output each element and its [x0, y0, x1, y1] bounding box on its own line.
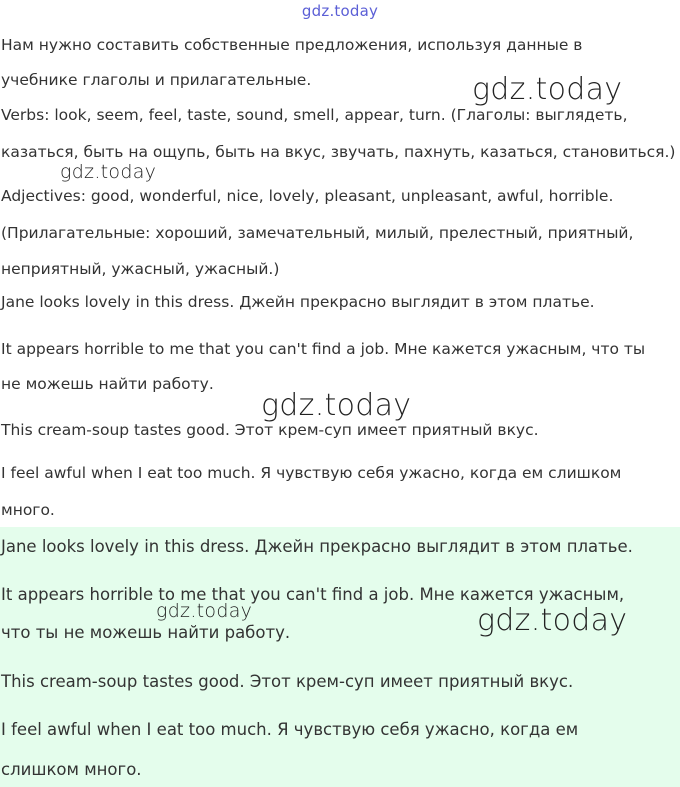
text-line: Нам нужно составить собственные предложения, используя данные в — [1, 36, 583, 54]
text-line: It appears horrible to me that you can't find a job. Мне кажется ужасным, что ты — [1, 340, 646, 358]
site-header-watermark: gdz.today — [301, 2, 379, 20]
text-line: много. — [1, 501, 55, 519]
watermark: gdz.today — [60, 161, 157, 183]
text-line: This cream-soup tastes good. Этот крем-суп имеет приятный вкус. — [1, 421, 539, 439]
answer-line: It appears horrible to me that you can't find a job. Мне кажется ужасным, — [1, 585, 625, 604]
answer-line: I feel awful when I eat too much. Я чувствую себя ужасно, когда ем — [1, 720, 579, 739]
answer-highlight — [0, 527, 680, 787]
text-line: Jane looks lovely in this dress. Джейн прекрасно выглядит в этом платье. — [1, 293, 595, 311]
text-line: Adjectives: good, wonderful, nice, lovely, pleasant, unpleasant, awful, horrible. — [1, 187, 614, 205]
answer-line: что ты не можешь найти работу. — [1, 623, 291, 642]
text-line: Verbs: look, seem, feel, taste, sound, smell, appear, turn. (Глаголы: выглядеть, — [1, 106, 628, 124]
answer-line: This cream-soup tastes good. Этот крем-суп имеет приятный вкус. — [1, 672, 574, 691]
text-line: I feel awful when I eat too much. Я чувствую себя ужасно, когда ем слишком — [1, 464, 622, 482]
watermark: gdz.today — [156, 600, 253, 622]
text-line: (Прилагательные: хороший, замечательный, милый, прелестный, приятный, — [1, 224, 634, 242]
answer-line: слишком много. — [1, 760, 142, 779]
answer-line: Jane looks lovely in this dress. Джейн прекрасно выглядит в этом платье. — [1, 537, 633, 556]
text-line: казаться, быть на ощупь, быть на вкус, звучать, пахнуть, казаться, становиться.) — [1, 143, 676, 161]
watermark: gdz.today — [477, 603, 628, 638]
watermark: gdz.today — [261, 388, 412, 423]
watermark: gdz.today — [472, 72, 623, 107]
text-line: учебнике глаголы и прилагательные. — [1, 71, 312, 89]
text-line: неприятный, ужасный, ужасный.) — [1, 260, 280, 278]
text-line: не можешь найти работу. — [1, 375, 214, 393]
